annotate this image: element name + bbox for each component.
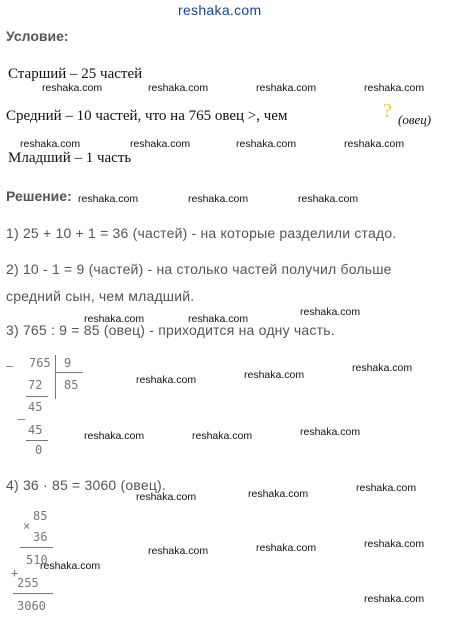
watermark: reshaka.com [352, 362, 413, 374]
solution-step-4: 4) 36 · 85 = 3060 (овец). [6, 477, 166, 493]
division-bracket-vertical [55, 355, 56, 399]
watermark: reshaka.com [84, 313, 145, 325]
remainder-final: 0 [35, 443, 43, 457]
watermark: reshaka.com [256, 82, 317, 94]
watermark: reshaka.com [356, 482, 417, 494]
watermark: reshaka.com [148, 82, 209, 94]
watermark: reshaka.com [364, 538, 425, 550]
question-mark: ? [383, 100, 392, 122]
remainder-1: 45 [28, 400, 43, 414]
watermark: reshaka.com [78, 193, 139, 205]
watermark: reshaka.com [188, 193, 249, 205]
factor-b: 36 [33, 530, 48, 544]
plus-sign: + [11, 566, 19, 580]
divisor: 9 [64, 356, 72, 370]
watermark: reshaka.com [256, 542, 317, 554]
watermark: reshaka.com [244, 369, 305, 381]
minus-sign-2: – [18, 412, 26, 426]
partial-product-2: 255 [17, 576, 39, 590]
watermark: reshaka.com [248, 488, 309, 500]
condition-line-younger: Младший – 1 часть [8, 150, 132, 166]
watermark: reshaka.com [84, 430, 145, 442]
quotient: 85 [64, 378, 79, 392]
watermark: reshaka.com [300, 426, 361, 438]
factor-a: 85 [33, 509, 48, 523]
subtract-1: 72 [28, 378, 43, 392]
solution-heading: Решение: [6, 188, 72, 204]
watermark: reshaka.com [344, 138, 405, 150]
subtract-2: 45 [28, 423, 43, 437]
condition-line-middle: Средний – 10 частей, что на 765 овец >, чем [6, 108, 288, 124]
mult-underline-2 [13, 593, 53, 594]
mult-underline-1 [20, 547, 53, 548]
dividend: 765 [29, 356, 51, 370]
unit-sheep-label: (овец) [398, 112, 432, 127]
partial-product-1: 510 [26, 553, 48, 567]
condition-line-elder: Старший – 25 частей [8, 66, 143, 82]
watermark: reshaka.com [188, 313, 249, 325]
solution-step-2b: средний сын, чем младший. [6, 288, 195, 304]
solution-step-1: 1) 25 + 10 + 1 = 36 (частей) - на которые разделили стадо. [6, 225, 397, 241]
watermark: reshaka.com [148, 545, 209, 557]
watermark: reshaka.com [364, 593, 425, 605]
minus-sign: – [6, 359, 14, 373]
watermark: reshaka.com [236, 138, 297, 150]
division-underline-1 [26, 396, 48, 397]
times-sign: × [23, 519, 31, 533]
watermark: reshaka.com [42, 82, 103, 94]
solution-step-3: 3) 765 : 9 = 85 (овец) - приходится на одну часть. [6, 322, 335, 338]
watermark: reshaka.com [192, 430, 253, 442]
watermark: reshaka.com [136, 491, 197, 503]
division-underline-2 [26, 440, 48, 441]
solution-step-2a: 2) 10 - 1 = 9 (частей) - на столько частей получил больше [6, 261, 392, 277]
product: 3060 [17, 599, 46, 613]
watermark: reshaka.com [300, 306, 361, 318]
site-header[interactable]: reshaka.com [178, 2, 262, 18]
division-bracket-horizontal [55, 372, 83, 373]
watermark: reshaka.com [130, 138, 191, 150]
watermark: reshaka.com [20, 138, 81, 150]
watermark: reshaka.com [136, 374, 197, 386]
condition-heading: Условие: [6, 28, 69, 44]
watermark: reshaka.com [298, 193, 359, 205]
watermark: reshaka.com [364, 82, 425, 94]
watermark: reshaka.com [40, 560, 101, 572]
